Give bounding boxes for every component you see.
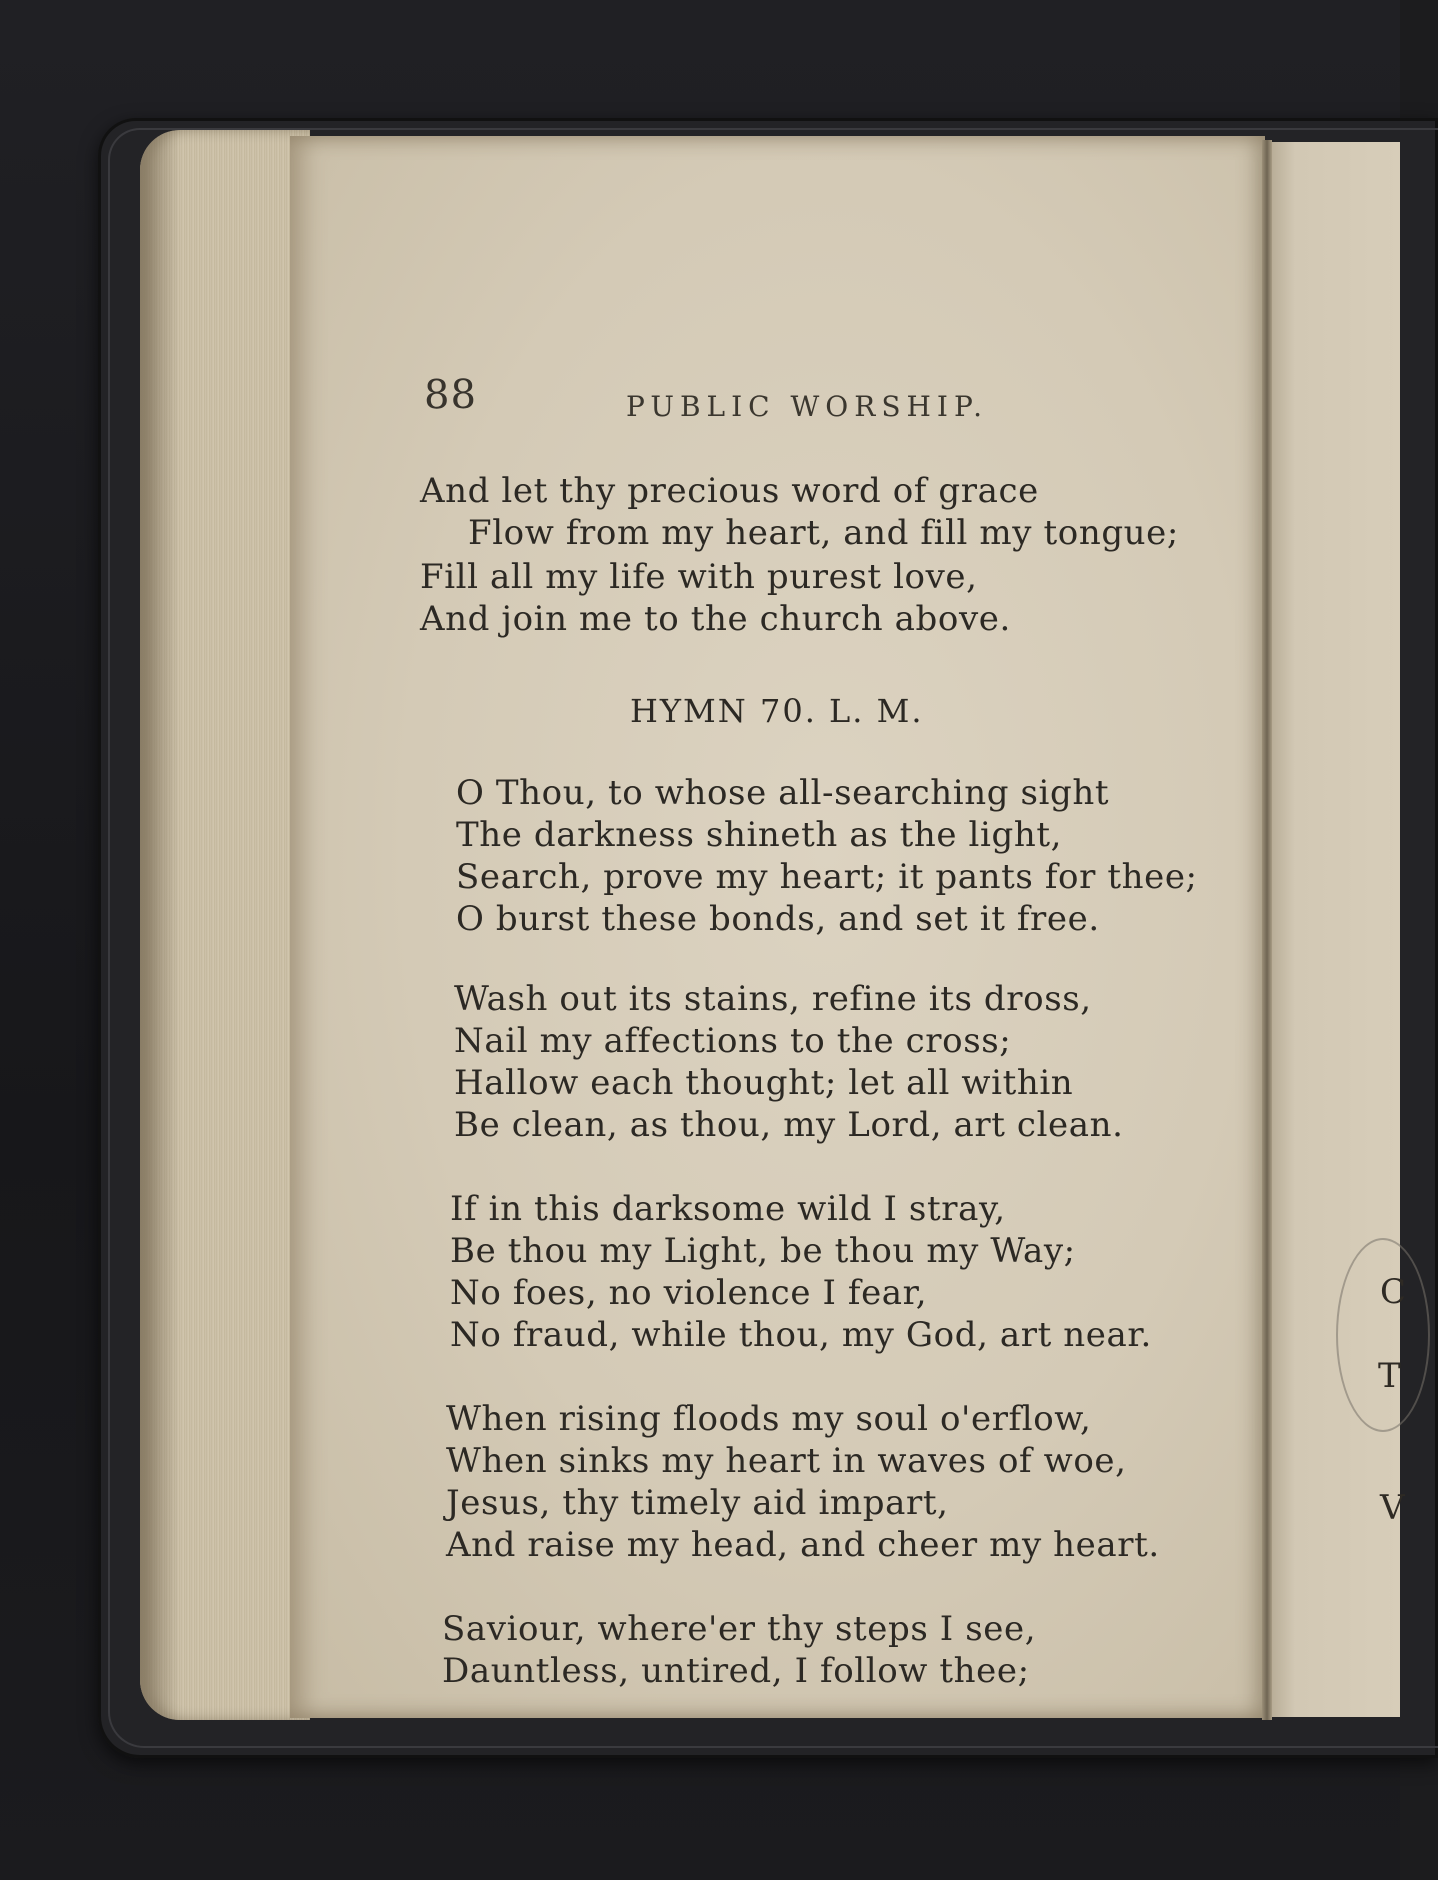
stanza-line: Be clean, as thou, my Lord, art clean. <box>454 1105 1124 1145</box>
stanza-line: Nail my affections to the cross; <box>454 1021 1012 1061</box>
stanza-line: No foes, no violence I fear, <box>450 1273 928 1313</box>
book-gutter <box>1262 140 1272 1720</box>
running-head: PUBLIC WORSHIP. <box>626 390 989 423</box>
stanza-line: When rising floods my soul o'erflow, <box>446 1399 1092 1439</box>
left-page <box>290 136 1265 1718</box>
page-text-block <box>290 136 1265 1718</box>
stanza-line: If in this darksome wild I stray, <box>450 1189 1006 1229</box>
page-edges <box>140 130 310 1720</box>
continuation-line: And join me to the church above. <box>420 599 1011 639</box>
facing-page-fragment <box>1272 142 1400 1717</box>
continuation-line: And let thy precious word of grace <box>420 471 1039 511</box>
facing-page-glyph: V <box>1380 1488 1405 1528</box>
hymn-title: HYMN 70. L. M. <box>630 692 924 730</box>
stanza-line: Saviour, where'er thy steps I see, <box>442 1609 1037 1649</box>
stanza-line: O Thou, to whose all-searching sight <box>456 773 1110 813</box>
stanza-line: When sinks my heart in waves of woe, <box>446 1441 1127 1481</box>
page-number: 88 <box>423 371 478 419</box>
facing-page-glyph: C <box>1380 1272 1407 1312</box>
stanza-line: Wash out its stains, refine its dross, <box>454 979 1092 1019</box>
stanza-line: Hallow each thought; let all within <box>454 1063 1074 1103</box>
continuation-line: Flow from my heart, and fill my tongue; <box>468 513 1179 553</box>
pencil-mark <box>1336 1238 1430 1432</box>
stanza-line: O burst these bonds, and set it free. <box>456 899 1100 939</box>
stanza-line: The darkness shineth as the light, <box>456 815 1063 855</box>
continuation-line: Fill all my life with purest love, <box>420 557 978 597</box>
stanza-line: Be thou my Light, be thou my Way; <box>450 1231 1076 1271</box>
stanza-line: Jesus, thy timely aid impart, <box>446 1483 949 1523</box>
stanza-line: And raise my head, and cheer my heart. <box>446 1525 1160 1565</box>
stanza-line: No fraud, while thou, my God, art near. <box>450 1315 1152 1355</box>
stanza-line: Dauntless, untired, I follow thee; <box>442 1651 1030 1691</box>
facing-page-glyph: T <box>1378 1356 1401 1396</box>
stanza-line: Search, prove my heart; it pants for thee; <box>456 857 1198 897</box>
